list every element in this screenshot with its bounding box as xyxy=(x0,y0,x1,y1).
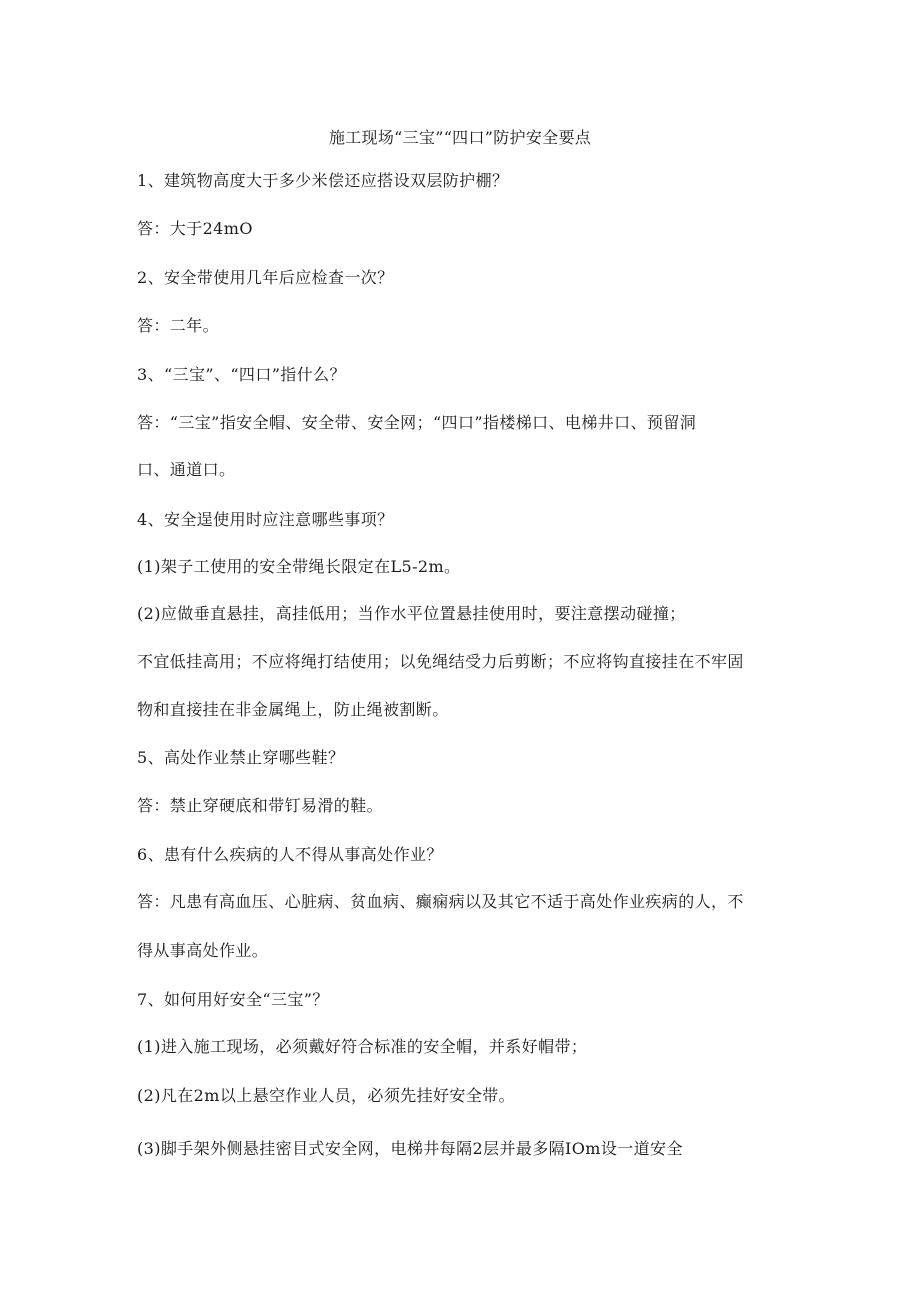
question-5: 5、高处作业禁止穿哪些鞋？ xyxy=(137,748,345,767)
answer-4-item-1: (1)架子工使用的安全带绳长限定在L5-2m。 xyxy=(137,557,461,576)
question-1: 1、建筑物高度大于多少米偿还应搭设双层防护棚？ xyxy=(137,171,509,190)
answer-6-line-2: 得从事高处作业。 xyxy=(137,941,269,960)
answer-4-item-2-cont-2: 物和直接挂在非金属绳上，防止绳被割断。 xyxy=(137,700,449,719)
answer-3-line-2: 口、通道口。 xyxy=(137,460,236,479)
answer-7-item-3: (3)脚手架外侧悬挂密目式安全网，电梯井每隔2层并最多隔IOm设一道安全 xyxy=(137,1139,683,1158)
answer-2: 答：二年。 xyxy=(137,316,220,335)
question-3: 3、“三宝”、“四口”指什么？ xyxy=(137,365,346,384)
question-2: 2、安全带使用几年后应检查一次？ xyxy=(137,268,394,287)
answer-7-item-1: (1)进入施工现场，必须戴好符合标准的安全帽，并系好帽带； xyxy=(137,1037,588,1056)
question-4: 4、安全逞使用时应注意哪些事项？ xyxy=(137,510,394,529)
answer-4-item-2: (2)应做垂直悬挂，高挂低用；当作水平位置悬挂使用时，要注意摆动碰撞； xyxy=(137,604,686,623)
question-7: 7、如何用好安全“三宝”？ xyxy=(137,990,329,1009)
answer-4-item-2-cont-1: 不宜低挂高用；不应将绳打结使用；以免绳结受力后剪断；不应将钩直接挂在不牢固 xyxy=(137,652,744,671)
question-6: 6、患有什么疾病的人不得从事高处作业？ xyxy=(137,845,443,864)
answer-5: 答：禁止穿硬底和带钉易滑的鞋。 xyxy=(137,796,384,815)
answer-6-line-1: 答：凡患有高血压、心脏病、贫血病、癫痫病以及其它不适于高处作业疾病的人，不 xyxy=(137,892,744,911)
answer-7-item-2: (2)凡在2m以上悬空作业人员，必须先挂好安全带。 xyxy=(137,1086,516,1105)
answer-3-line-1: 答：“三宝”指安全帽、安全带、安全网；“四口”指楼梯口、电梯井口、预留洞 xyxy=(137,413,697,432)
answer-1: 答：大于24mO xyxy=(137,219,253,238)
document-title: 施工现场“三宝”“四口”防护安全要点 xyxy=(328,128,592,147)
